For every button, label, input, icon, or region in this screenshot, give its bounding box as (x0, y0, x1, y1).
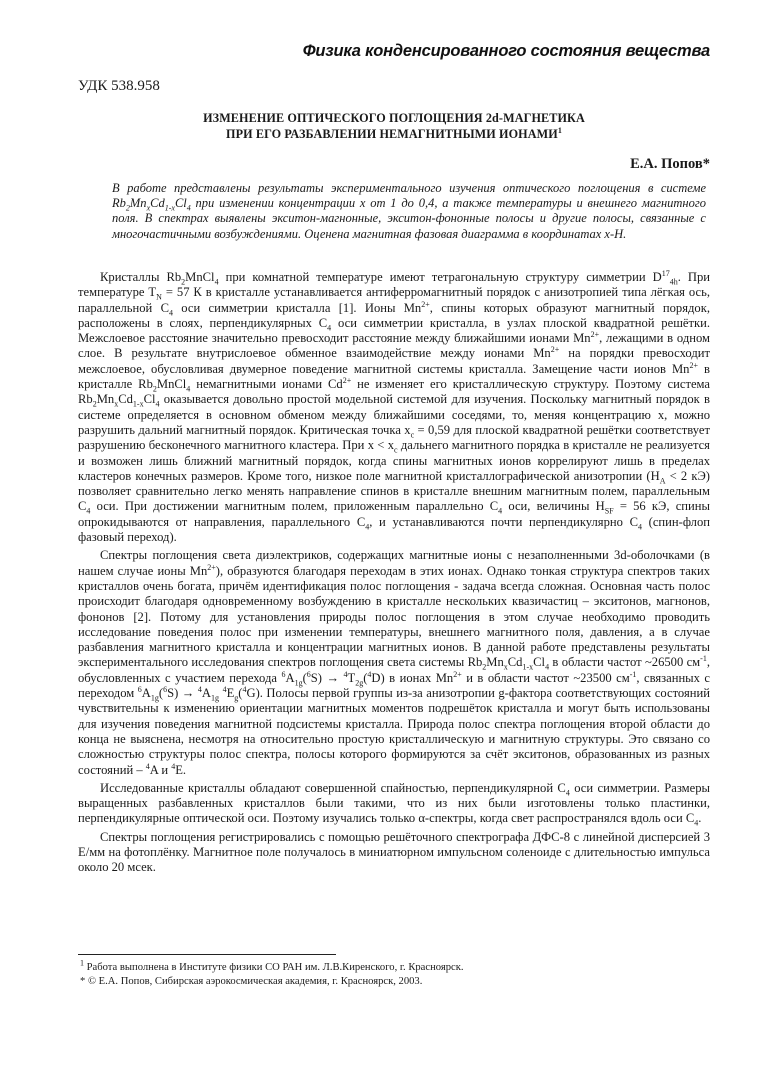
paragraph-2: Спектры поглощения света диэлектриков, содержащих магнитные ионы с незаполненными 3d-оболочками (в нашем случае ионы $Mn^{2+}$), образуются благодаря переходам в этих ионах. Однако тонкая структура спектров таких кристаллов очень богата, причём идентификация полос поглощения - задача всегда сложная. Основная часть полос происходит благодаря одновременному возбуждению в кристалле нескольких квазичастиц – экситонов, магнонов, фононов [2]. Потому для установления природы полос поглощения в этом случае необходимо проводить исследование поведения полос при изменении температуры, внешнего магнитного поля, давления, а в случае разбавления магнитного кристалла и концентрации магнитных ионов. В данной работе представлены результаты экспериментального исследования спектров поглощения света системы $Rb_2Mn_xCd_{1-x}Cl_4$ в области частот ~26500 $см^{-1}$, обусловленных с участием перехода $^6A_{1g}(^6S) \to ^4T_{2g}(^4D)$ в ионах $Mn^{2+}$ и в области частот ~23500 $см^{-1}$, связанных с переходом $^6A_{1g}(^6S) \to ^4A_{1g}$ $^4E_g(^4G)$. Полосы первой группы из-за анизотропии g-фактора соответствующих состояний чувствительны к изменению ориентации магнитных моментов подрешёток кристалла и могут быть использованы для изучения поведения магнитной подсистемы кристалла. Природа полос спектра поглощения второй области до конца не выяснена, несмотря на относительно простую кристаллическую и магнитную структуры. Это связано со сложностью структуры полос спектра, полосы которого формируются за счёт экситонов, образованных из разных состояний – $^4$A и $^4$E. (78, 548, 710, 777)
article-title (78, 111, 710, 142)
paragraph-3: Исследованные кристаллы обладают совершенной спайностью, перпендикулярной $C_4$ оси симметрии. Размеры выращенных разбавленных кристаллов были такими, что из них были изготовлены только пластинки, перпендикулярные оптической оси. Поэтому изучались только α-спектры, когда свет распространялся вдоль оси $C_4$. (78, 780, 710, 828)
udk-code: УДК 538.958 (78, 78, 160, 94)
abstract: В работе представлены результаты экспериментального изучения оптического поглощения в системе $Rb_2Mn_xCd_{1-x}Cl_4$ при изменении концентрации x от 1 до 0,4, а также температуры и внешнего магнитного поля. В спектрах выявлены экситон-магнонные, экситон-фононные полосы и другие полосы, связанные с многочастичными возбуждениями. Оценена магнитная фазовая диаграмма в координатах x-H. (112, 181, 706, 241)
running-header (302, 42, 710, 66)
author-name: Е.А. Попов* (630, 156, 710, 172)
paragraph-4: Спектры поглощения регистрировались с помощью решёточного спектрографа ДФС-8 с линейной дисперсией 3 Е/мм на фотоплёнку. Магнитное поле получалось в миниатюрном импульсном соленоиде с длительностью импульса около 20 мсек. (78, 829, 710, 875)
article-body (78, 270, 710, 879)
title-footnote-mark: 1 (557, 125, 562, 135)
paragraph-1: Кристаллы $Rb_2MnCl_4$ при комнатной температуре имеют тетрагональную структуру симметрии $D^{17}_{4h}$. При температуре $T_N = 57$ К в кристалле устанавливается антиферромагнитный порядок с анизотропией типа лёгкая ось, параллельной $C_4$ оси симметрии кристалла [1]. Ионы $Mn^{2+}$, спины которых образуют магнитный порядок, расположены в слоях, перпендикулярных $C_4$ оси симметрии кристалла, в узлах плоской квадратной решётки. Межслоевое расстояние значительно превосходит расстояние между ближайшими ионами $Mn^{2+}$, лежащими в одном слое. В результате внутрислоевое обменное взаимодействие между ионами $Mn^{2+}$ на порядки превосходит межслоевое, обусловливая двумерное поведение магнитной системы кристалла. Замещение части ионов $Mn^{2+}$ в кристалле $Rb_2MnCl_4$ немагнитными ионами $Cd^{2+}$ не изменяет его кристаллическую структуру. Поэтому система $Rb_2Mn_xCd_{1-x}Cl_4$ оказывается довольно простой модельной системой для изучения. Поскольку магнитный порядок в системе определяется в основном обменом между ближайшими соседями, то, меняя концентрацию x, можно разрушить дальний магнитный порядок. Критическая точка $x_c = 0,59$ для плоской квадратной решётки соответствует разрушению бесконечного магнитного кластера. При $x < x_c$ дальнего магнитного порядка в кристалле не реализуется и возможен лишь ближний магнитный порядок, когда спины магнитных ионов коррелируют лишь в пределах кластеров конечных размеров. Кроме того, низкое поле магнитной кристаллографической анизотропии ($H_A < 2$ кЭ) позволяет сравнительно легко менять направление спинов в кристалле внешним магнитным полем, параллельным $C_4$ оси. При достижении магнитным полем, приложенным параллельно $C_4$ оси, величины $H_{SF} = 56$ кЭ, спины опрокидываются от направления, параллельного $C_4$, и устанавливаются почти перпендикулярно $C_4$ (спин-флоп фазовый переход). (78, 268, 711, 545)
footnote-2: * © Е.А. Попов, Сибирская аэрокосмическая академия, г. Красноярск, 2003. (80, 976, 423, 987)
footnote-1: $^1$ Работа выполнена в Институте физики СО РАН им. Л.В.Киренского, г. Красноярск. (80, 958, 464, 973)
footnotes (80, 958, 464, 989)
footnote-rule (78, 954, 336, 955)
title-line-2: ПРИ ЕГО РАЗБАВЛЕНИИ НЕМАГНИТНЫМИ ИОНАМИ$^1$ (226, 125, 562, 141)
title-line-1: ИЗМЕНЕНИЕ ОПТИЧЕСКОГО ПОГЛОЩЕНИЯ 2d-МАГНЕТИКА (203, 111, 585, 125)
journal-section-title: Физика конденсированного состояния вещества (297, 42, 710, 61)
